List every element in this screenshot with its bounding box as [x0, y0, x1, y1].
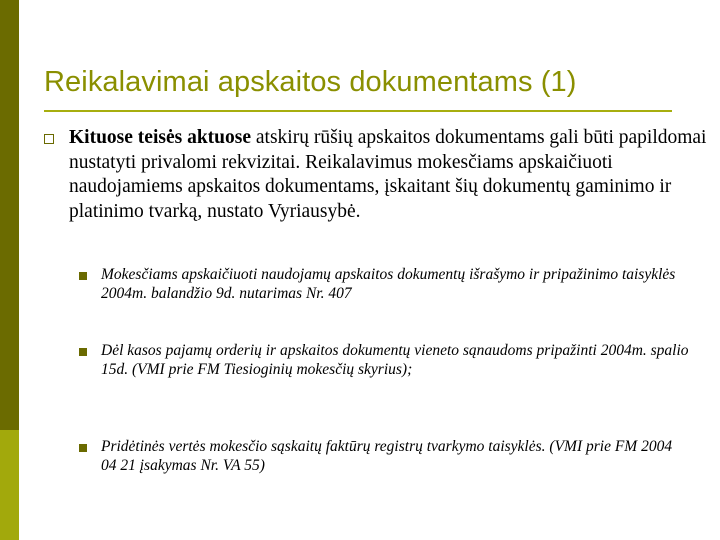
left-accent-bar-lower [0, 430, 19, 540]
title-underline [44, 110, 672, 112]
filled-square-bullet-icon [79, 272, 87, 280]
sub-point-text: Pridėtinės vertės mokesčio sąskaitų faktūrų registrų tvarkymo taisyklės. (VMI prie FM 2004 04 21 įsakymas Nr. VA 55) [101, 438, 673, 474]
filled-square-bullet-icon [79, 444, 87, 452]
main-paragraph-text: atskirų rūšių apskaitos dokumentams gali būti papildomai nustatyti privalomi rekvizitai. Reikalavimus mokesčiams apskaičiuoti naudojamiems apskaitos dokumentams, įskaitant šių dokumentų gaminimo ir platinimo tvarką, nustato Vyriausybė. [69, 127, 707, 222]
filled-square-bullet-icon [79, 348, 87, 356]
main-paragraph [69, 126, 709, 224]
square-bullet-icon [44, 134, 54, 144]
slide-title: Reikalavimai apskaitos dokumentams (1) [44, 66, 577, 98]
sub-point-text: Mokesčiams apskaičiuoti naudojamų apskaitos dokumentų išrašymo ir pripažinimo taisyklės 2004m. balandžio 9d. nutarimas Nr. 407 [101, 266, 676, 302]
main-paragraph-bold-lead: Kituose teisės aktuose [69, 127, 251, 148]
sub-point-text: Dėl kasos pajamų orderių ir apskaitos dokumentų vieneto sąnaudoms pripažinti 2004m. spalio 15d. (VMI prie FM Tiesioginių mokesčių skyrius); [101, 342, 689, 378]
